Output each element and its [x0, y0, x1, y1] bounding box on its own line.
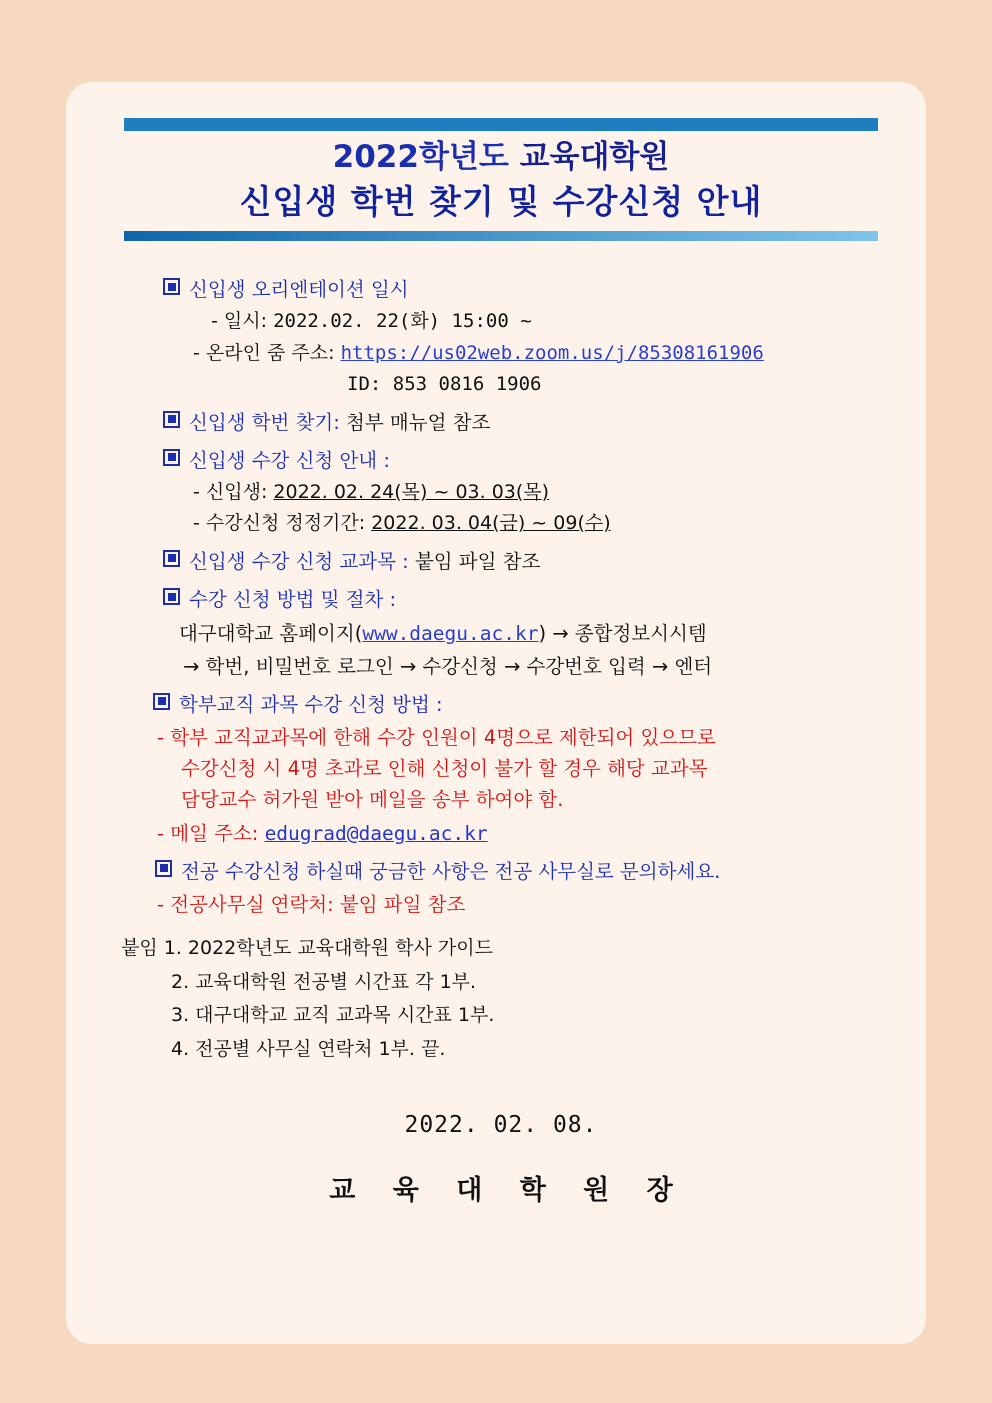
new-student-period: 2022. 02. 24(목) ~ 03. 03(목): [273, 481, 550, 503]
zoom-id: ID: 853 0816 1906: [347, 373, 542, 396]
new-student-period-row: [193, 478, 881, 507]
method-heading: 수강 신청 방법 및 절차 :: [189, 588, 397, 612]
attachment-item: 4. 전공별 사무실 연락처 1부. 끝.: [171, 1037, 446, 1060]
bullet-square-icon: [153, 693, 170, 710]
attachment-label: 붙임 1. 2022학년도 교육대학원 학사 가이드: [121, 937, 493, 960]
document-body: [121, 275, 881, 1211]
teaching-note-1: - 학부 교직교과목에 한해 수강 인원이 4명으로 제한되어 있으므로: [157, 725, 716, 749]
attachment-item: 3. 대구대학교 교직 교과목 시간표 1부.: [171, 1004, 495, 1027]
bullet-square-icon: [163, 550, 180, 567]
zoom-url-link[interactable]: https://us02web.zoom.us/j/85308161906: [340, 341, 764, 364]
bullet-square-icon: [155, 860, 172, 877]
document-page: [66, 82, 926, 1344]
orientation-heading: 신입생 오리엔테이션 일시: [189, 278, 409, 302]
orientation-date-row: [211, 307, 881, 336]
bullet-square-icon: [163, 449, 180, 466]
section-course-reg: [163, 446, 881, 476]
teaching-note-2: 수강신청 시 4명 초과로 인해 신청이 불가 할 경우 해당 교과목: [181, 757, 708, 781]
correction-label: - 수강신청 정정기간:: [193, 512, 366, 535]
method-suffix: ) → 종합정보시시템: [538, 622, 707, 646]
title-org: 교육대학원: [519, 139, 670, 175]
homepage-url-link[interactable]: www.daegu.ac.kr: [362, 622, 539, 646]
title-bottom-rule: [124, 231, 878, 241]
find-id-heading: 신입생 학번 찾기:: [189, 410, 340, 434]
teaching-heading: 학부교직 과목 수강 신청 방법 :: [179, 692, 443, 716]
section-subjects: [163, 547, 881, 577]
mail-label: - 메일 주소:: [157, 821, 259, 845]
correction-period-row: [193, 509, 881, 538]
correction-period: 2022. 03. 04(금) ~ 09(수): [371, 512, 611, 535]
orientation-date-value: 2022.02. 22(화) 15:00 ~: [273, 310, 532, 333]
section-find-id: [163, 408, 881, 438]
title-text: [121, 131, 881, 227]
method-line-2: → 학번, 비밀번호 로그인 → 수강신청 → 수강번호 입력 → 엔터: [183, 654, 713, 678]
section-teaching: [153, 690, 881, 720]
mail-row: [157, 819, 881, 849]
subject-value: 붙임 파일 참조: [414, 549, 541, 573]
inquiry-contact: - 전공사무실 연락처: 붙임 파일 참조: [157, 893, 466, 917]
document-date: 2022. 02. 08.: [404, 1112, 598, 1139]
section-orientation: [163, 275, 881, 305]
mail-address-link[interactable]: edugrad@daegu.ac.kr: [264, 821, 488, 845]
title-year: 2022학년도: [332, 139, 509, 175]
course-reg-heading: 신입생 수강 신청 안내 :: [189, 448, 390, 472]
inquiry-heading: 전공 수강신청 하실때 궁금한 사항은 전공 사무실로 문의하세요.: [181, 859, 721, 883]
attachment-item: 2. 교육대학원 전공별 시간표 각 1부.: [171, 970, 477, 993]
teaching-note-3: 담당교수 허가원 받아 메일을 송부 하여야 함.: [181, 788, 564, 812]
find-id-value: 첨부 매뉴얼 참조: [346, 410, 491, 434]
bullet-square-icon: [163, 278, 180, 295]
orientation-date-label: - 일시:: [211, 310, 268, 333]
document-content: [121, 118, 881, 1212]
subject-heading: 신입생 수강 신청 교과목 :: [189, 549, 409, 573]
title-line-2: 신입생 학번 찾기 및 수강신청 안내: [239, 181, 763, 221]
title-block: [121, 118, 881, 241]
section-method: [163, 585, 881, 615]
zoom-row: [193, 339, 881, 368]
section-inquiry: [155, 857, 881, 887]
bullet-square-icon: [163, 411, 180, 428]
bullet-square-icon: [163, 588, 180, 605]
zoom-label: - 온라인 줌 주소:: [193, 341, 335, 364]
method-prefix: 대구대학교 홈페이지(: [179, 622, 363, 646]
method-line-1: [179, 619, 881, 649]
new-student-label: - 신입생:: [193, 481, 268, 503]
title-line-1: [121, 137, 881, 179]
title-top-rule: [124, 118, 878, 131]
document-signer: 교 육 대 학 원 장: [329, 1174, 687, 1206]
